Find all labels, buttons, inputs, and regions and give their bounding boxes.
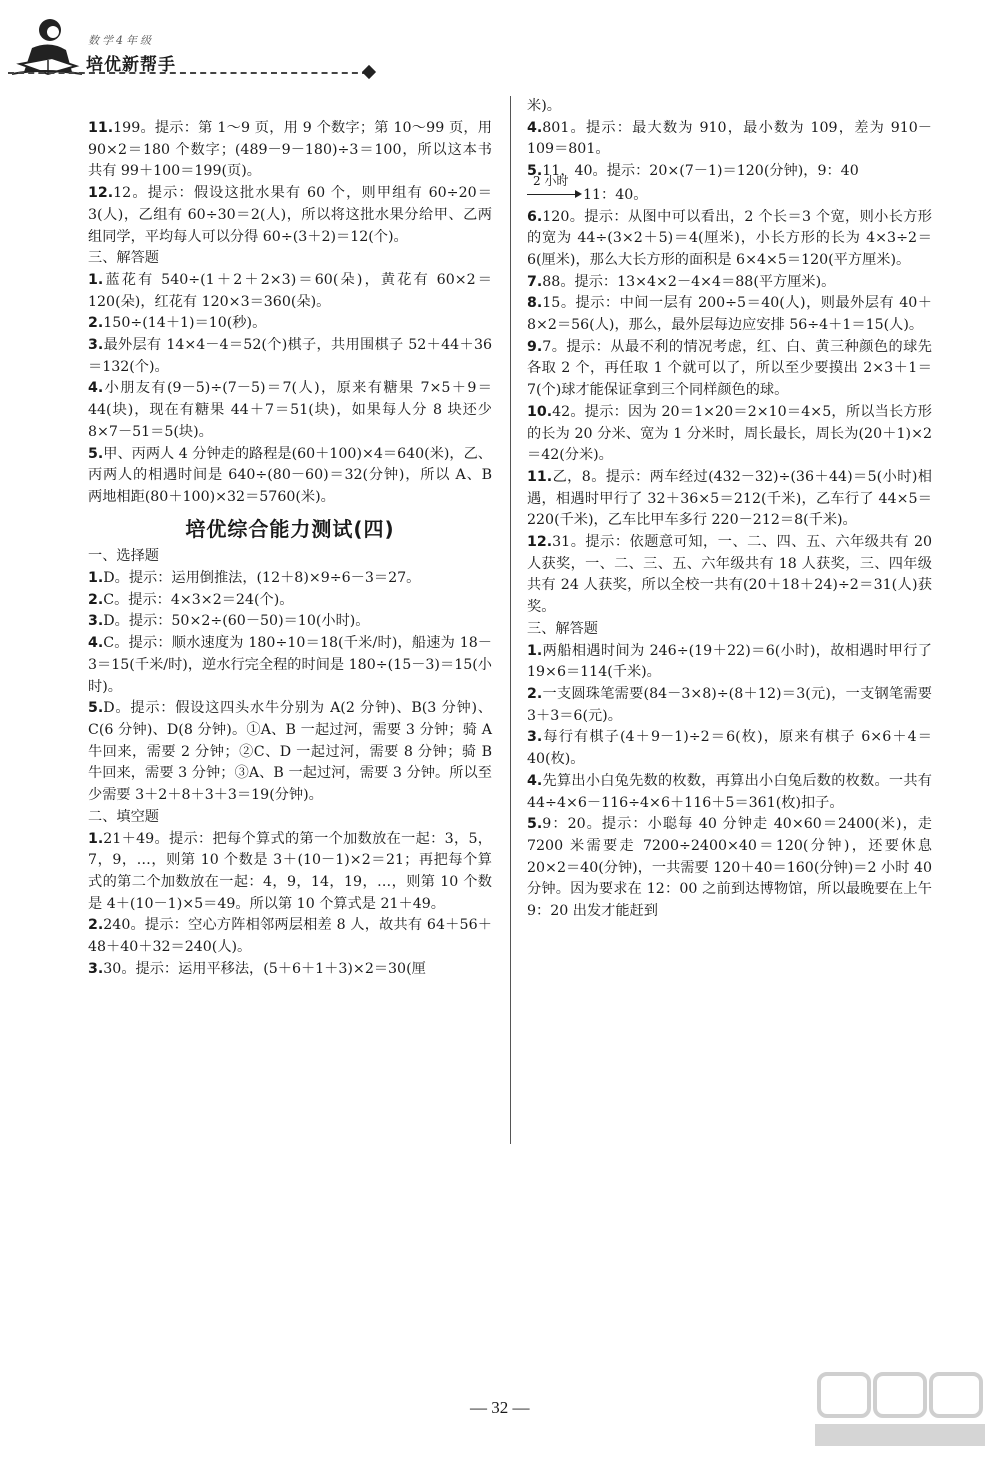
answer-item: 1.D。提示：运用倒推法，(12＋8)×9÷6－3＝27。 (88, 570, 421, 587)
answer-item: 4.小朋友有(9－5)÷(7－5)＝7(人)，原来有糖果 7×5＋9＝44(块)，现在有糖果 44＋7＝51(块)，如果每人分 8 块还少 8×7－51＝5(块)。 (88, 380, 492, 440)
series-subtitle: 数学4年级 (88, 34, 154, 47)
brand-title: 培优新帮手 (86, 55, 176, 75)
answer-item: 5.11，40。提示：20×(7－1)＝120(分钟)，9：40 2 小时 11：40。 (527, 163, 859, 203)
answer-item: 4.C。提示：顺水速度为 180÷10＝18(千米/时)，船速为 18－3＝15(千米/时)，逆水行完全程的时间是 180÷(15－3)＝15(小时)。 (88, 635, 492, 695)
answer-item: 3.最外层有 14×4－4＝52(个)棋子，共用围棋子 52＋44＋36＝132(个)。 (88, 337, 492, 375)
answer-continuation: 米)。 (527, 98, 561, 114)
answer-item: 11.199。提示：第 1～9 页，用 9 个数字；第 10～99 页，用 90×2＝180 个数字；(489－9－180)÷3＝100，所以这本书共有 99＋100＝199(页)。 (88, 120, 492, 180)
answer-item: 2.240。提示：空心方阵相邻两层相差 8 人，故共有 64＋56＋48＋40＋32＝240(人)。 (88, 917, 492, 956)
answer-item: 1.蓝花有 540÷(1＋2＋2×3)＝60(朵)，黄花有 60×2＝120(朵)，红花有 120×3＝360(朵)。 (88, 271, 492, 310)
answer-item: 3.30。提示：运用平移法，(5＋6＋1＋3)×2＝30(厘 (88, 960, 426, 977)
answer-item: 11.乙，8。提示：两车经过(432－32)÷(36＋44)＝5(小时)相遇，相遇时甲行了 32＋36×5＝212(千米)，乙车行了 44×5＝220(千米)，乙车比甲车多行 220－212＝8(千米)。 (527, 468, 932, 529)
answer-item: 3.每行有棋子(4＋9－1)÷2＝6(枚)，原来有棋子 6×6＋4＝40(枚)。 (527, 729, 932, 768)
section-heading: 二、填空题 (88, 808, 159, 825)
answer-item: 5.9：20。提示：小聪每 40 分钟走 40×60＝2400(米)，走 7200 米需要走 7200÷2400×40＝120(分钟)，还要休息 20×2＝40(分钟)，一共需要 120＋40＝160(分钟)＝2 小时 40 分钟。因为要求在 12：00 之前到达博物馆，所以最晚要在上午 9：20 出发才能赶到 (527, 816, 932, 920)
section-heading: 三、解答题 (88, 250, 159, 267)
left-column (88, 118, 492, 980)
answer-item: 7.88。提示：13×4×2－4×4＝88(平方厘米)。 (527, 273, 836, 290)
answer-item: 1.两船相遇时间为 246÷(19＋22)＝6(小时)，故相遇时甲行了 19×6＝114(千米)。 (527, 642, 932, 681)
header-dashed-rule (8, 72, 368, 74)
column-divider (510, 96, 511, 1144)
section-heading: 三、解答题 (527, 620, 598, 637)
page-header (0, 0, 1000, 90)
header-diamond-icon (362, 65, 376, 79)
answer-item: 9.7。提示：从最不利的情况考虑，红、白、黄三种颜色的球先各取 2 个，再任取 1 个就可以了，所以至少要摸出 2×3＋1＝7(个)球才能保证拿到三个同样颜色的球。 (527, 338, 932, 399)
answer-item: 12.12。提示：假设这批水果有 60 个，则甲组有 60÷20＝3(人)，乙组有 60÷30＝2(人)，所以将这批水果分给甲、乙两组同学，平均每人可以分得 60÷(3＋2)＝12(个)。 (88, 185, 492, 245)
student-reading-logo-icon (12, 14, 82, 80)
answer-item: 2.C。提示：4×3×2＝24(个)。 (88, 591, 294, 608)
answer-item: 4.先算出小白兔先数的枚数，再算出小白兔后数的枚数。一共有 44÷4×6－116÷4×6＋116＋5＝361(枚)扣子。 (527, 772, 932, 811)
answer-item: 3.D。提示：50×2÷(60－50)＝10(小时)。 (88, 613, 370, 630)
answer-item: 6.120。提示：从图中可以看出，2 个长＝3 个宽，则小长方形的宽为 44÷(3×2＋5)＝4(厘米)，小长方形的长为 4×3÷2＝6(厘米)，那么大长方形的面积是 6×4×5＝120(平方厘米)。 (527, 208, 932, 268)
time-arrow-icon: 2 小时 (527, 183, 583, 203)
page-number: — 32 — (470, 1398, 530, 1417)
answer-item: 10.42。提示：因为 20＝1×20＝2×10＝4×5，所以当长方形的长为 20 分米、宽为 1 分米时，周长最长，周长为(20＋1)×2＝42(分米)。 (527, 403, 932, 464)
answer-item: 8.15。提示：中间一层有 200÷5＝40(人)，则最外层有 40＋8×2＝56(人)，那么，最外层每边应安排 56÷4＋1＝15(人)。 (527, 295, 932, 334)
answer-item: 4.801。提示：最大数为 910，最小数为 109，差为 910－109＝801。 (527, 119, 932, 158)
section-heading: 一、选择题 (88, 548, 159, 565)
right-column (527, 96, 932, 923)
answer-item: 12.31。提示：依题意可知，一、二、四、五、六年级共有 20 人获奖，一、二、三、五、六年级共有 18 人获奖，三、四年级共有 24 人获奖，所以全校一共有(20＋18＋24)÷2＝31(人)获奖。 (527, 534, 932, 616)
site-watermark-logo (815, 1370, 985, 1450)
answer-item: 5.D。提示：假设这四头水牛分别为 A(2 分钟)、B(3 分钟)、C(6 分钟)、D(8 分钟)。①A、B 一起过河，需要 3 分钟；骑 A 牛回来，需要 2 分钟；②C、D 一起过河，需要 8 分钟；骑 B 牛回来，需要 3 分钟；③A、B 一起过河，需要 3 分钟。所以至少需要 3＋2＋8＋3＋3＝19(分钟)。 (88, 700, 492, 804)
answer-item: 2.一支圆珠笔需要(84－3×8)÷(8＋12)＝3(元)，一支钢笔需要 3＋3＝6(元)。 (527, 685, 932, 724)
answer-item: 1.21＋49。提示：把每个算式的第一个加数放在一起：3，5，7，9，…，则第 10 个数是 3＋(10－1)×2＝21；再把每个算式的第二个加数放在一起：4，9，14，19，…，则第 10 个数是 4＋(10－1)×5＝49。所以第 10 个算式是 21＋49。 (88, 830, 492, 912)
answer-item: 2.150÷(14＋1)＝10(秒)。 (88, 315, 267, 332)
answer-item: 5.甲、丙两人 4 分钟走的路程是(60＋100)×4＝640(米)，乙、丙两人的相遇时间是 640÷(80－60)＝32(分钟)，所以 A、B 两地相距(80＋100)×32＝5760(米)。 (88, 445, 492, 505)
test-title: 培优综合能力测试(四) (185, 516, 395, 541)
